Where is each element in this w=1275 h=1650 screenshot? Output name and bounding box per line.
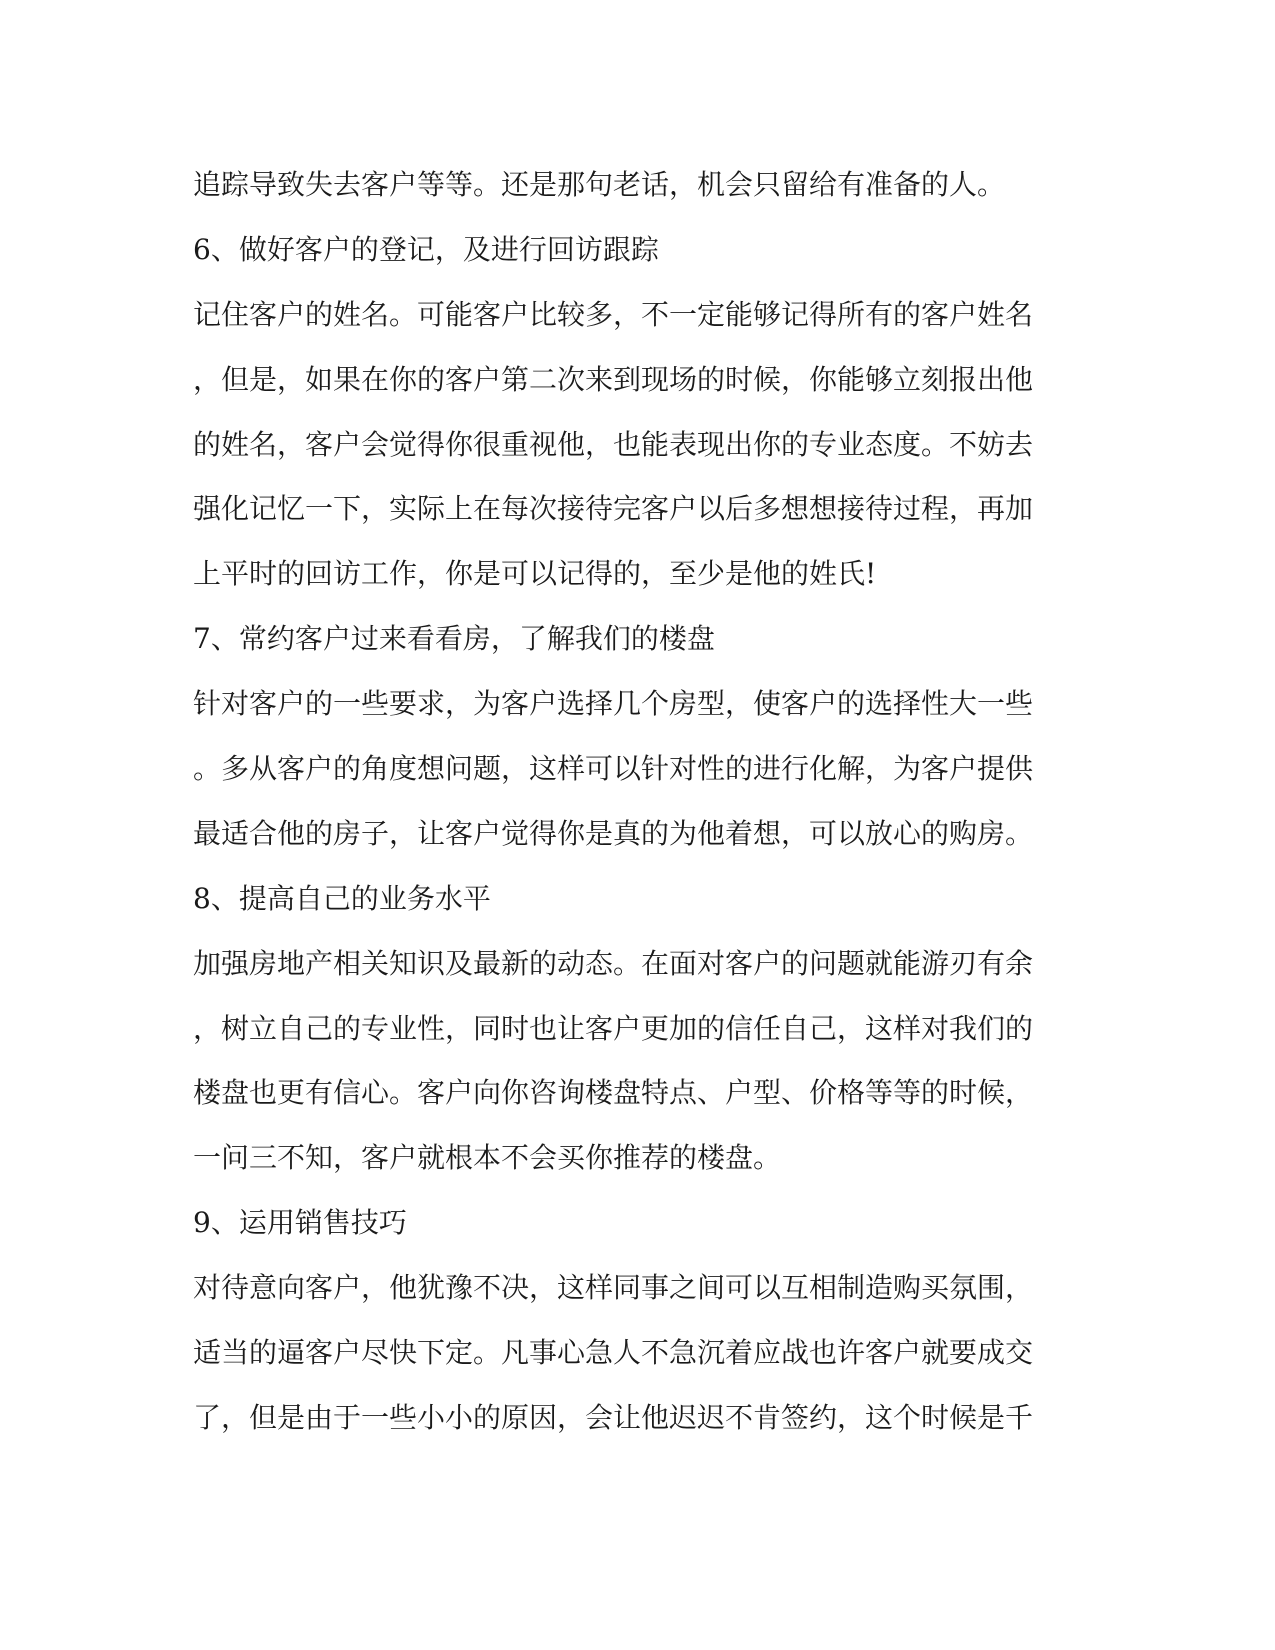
body-line: 的姓名，客户会觉得你很重视他，也能表现出你的专业态度。不妨去: [193, 427, 1034, 461]
section-heading-6: 6、做好客户的登记，及进行回访跟踪: [193, 232, 659, 266]
section-heading-8: 8、提高自己的业务水平: [193, 881, 491, 915]
body-line: ，但是，如果在你的客户第二次来到现场的时候，你能够立刻报出他: [193, 362, 1034, 396]
body-line: 一问三不知，客户就根本不会买你推荐的楼盘。: [193, 1141, 782, 1175]
section-heading-9: 9、运用销售技巧: [193, 1206, 407, 1240]
body-line: 适当的逼客户尽快下定。凡事心急人不急沉着应战也许客户就要成交: [193, 1336, 1034, 1370]
body-line: 记住客户的姓名。可能客户比较多，不一定能够记得所有的客户姓名: [193, 297, 1034, 331]
body-line: 强化记忆一下，实际上在每次接待完客户以后多想想接待过程，再加: [193, 492, 1034, 526]
body-line: 上平时的回访工作，你是可以记得的，至少是他的姓氏!: [193, 557, 877, 591]
section-heading-7: 7、常约客户过来看看房，了解我们的楼盘: [193, 622, 715, 656]
body-line: ，树立自己的专业性，同时也让客户更加的信任自己，这样对我们的: [193, 1011, 1034, 1045]
body-line: 加强房地产相关知识及最新的动态。在面对客户的问题就能游刃有余: [193, 946, 1034, 980]
body-line: 楼盘也更有信心。客户向你咨询楼盘特点、户型、价格等等的时候，: [193, 1076, 1034, 1110]
body-line: 追踪导致失去客户等等。还是那句老话，机会只留给有准备的人。: [193, 168, 1006, 201]
body-line: 对待意向客户，他犹豫不决，这样同事之间可以互相制造购买氛围，: [193, 1271, 1034, 1305]
document-body: [193, 153, 1073, 1451]
body-line: 最适合他的房子，让客户觉得你是真的为他着想，可以放心的购房。: [193, 816, 1034, 850]
body-line: 。多从客户的角度想问题，这样可以针对性的进行化解，为客户提供: [193, 752, 1034, 786]
body-line: 针对客户的一些要求，为客户选择几个房型，使客户的选择性大一些: [193, 687, 1034, 721]
body-line: 了，但是由于一些小小的原因，会让他迟迟不肯签约，这个时候是千: [193, 1400, 1034, 1434]
